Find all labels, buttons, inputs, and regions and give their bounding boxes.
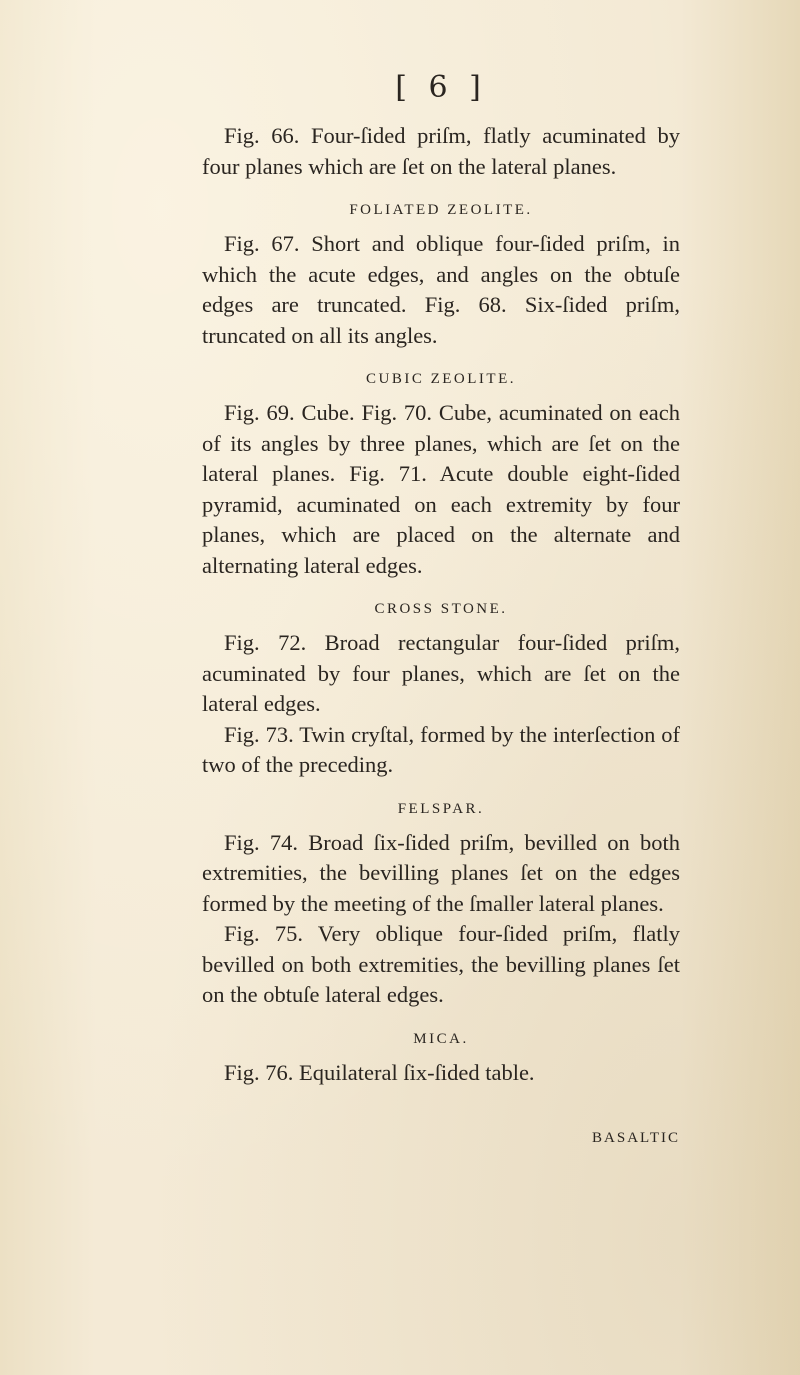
paragraph-fig-75: Fig. 75. Very oblique four-ſided priſm, flatly bevilled on both extremities, the bevilling planes ſet on the obtuſe lateral edges. [202, 921, 680, 1007]
paragraph-fig-73: Fig. 73. Twin cryſtal, formed by the interſection of two of the preceding. [202, 721, 680, 777]
page-text-block [202, 70, 680, 1147]
paragraph-fig-74: Fig. 74. Broad ſix-ſided priſm, bevilled on both extremities, the bevilling planes ſet on the edges formed by the meeting of the ſmaller lateral planes. [202, 829, 680, 916]
page-number: [ 6 ] [395, 70, 487, 105]
heading-felspar: FELSPAR. [397, 800, 485, 817]
catchword: BASALTIC [592, 1130, 680, 1146]
paragraph-fig-66: Fig. 66. Four-ſided priſm, flatly acuminated by four planes which are ſet on the lateral planes. [202, 123, 680, 179]
paragraph-fig-76: Fig. 76. Equilateral ſix-ſided table. [224, 1059, 535, 1085]
heading-mica: MICA. [413, 1030, 469, 1047]
paragraph-fig-72: Fig. 72. Broad rectangular four-ſided priſm, acuminated by four planes, which are ſet on the lateral edges. [202, 630, 680, 716]
heading-cubic-zeolite: CUBIC ZEOLITE. [366, 371, 516, 387]
paragraph-fig-67-68: Fig. 67. Short and oblique four-ſided priſm, in which the acute edges, and angles on the obtuſe edges are truncated. Fig. 68. Six-ſided priſm, truncated on all its angles. [202, 231, 680, 348]
heading-cross-stone: CROSS STONE. [374, 601, 508, 617]
heading-foliated-zeolite: FOLIATED ZEOLITE. [349, 202, 533, 218]
paragraph-fig-69-71: Fig. 69. Cube. Fig. 70. Cube, acuminated on each of its angles by three planes, which are ſet on the lateral planes. Fig. 71. Acute double eight-ſided pyramid, acuminated on each extremity by four planes, which are placed on the alternate and alternating lateral edges. [202, 400, 680, 578]
